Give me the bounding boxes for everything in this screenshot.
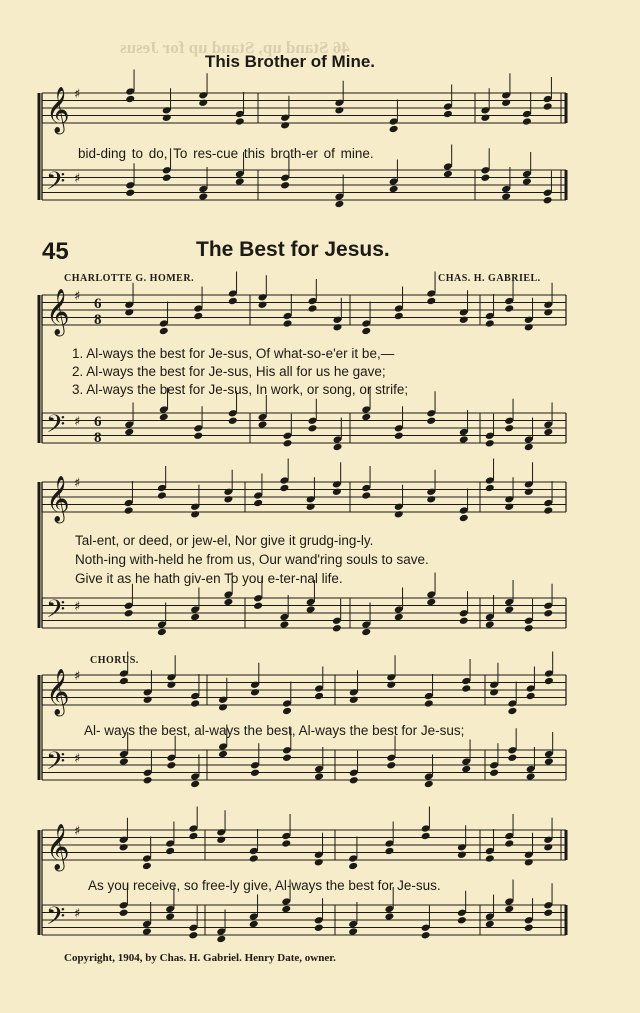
treble-note-2-head (279, 484, 289, 493)
treble-clef-4: 𝄞 (46, 824, 70, 870)
treble-note-0-head (501, 98, 511, 107)
bass-sharp-0: ♯ (74, 171, 81, 187)
bass-note-1-head (159, 413, 169, 422)
bass-sharp-2: ♯ (74, 599, 81, 615)
treble-note-2-head (124, 506, 134, 515)
treble-note-4-head (216, 835, 226, 844)
chorus-line-2: As you receive, so free-ly give, Al-ways the best for Je-sus. (88, 878, 441, 893)
treble-note-0-head (480, 113, 490, 122)
bass-note-0-head (334, 200, 344, 209)
treble-note-1-head (333, 323, 343, 332)
treble-note-2-head (157, 491, 167, 500)
treble-clef-2: 𝄞 (46, 476, 70, 522)
bass-note-4-head (188, 931, 198, 940)
bass-note-4-head (543, 908, 553, 917)
treble-note-0-head (389, 125, 399, 134)
treble-note-4-head (142, 862, 152, 871)
treble-note-0-head (443, 110, 453, 119)
verse-1-line-2: Tal-ent, or deed, or jew-el, Nor give it grudg-ing-ly. (75, 533, 374, 548)
treble-note-0-head (543, 102, 553, 111)
treble-note-3-head (190, 699, 200, 708)
treble-time-sig-top: 6 (94, 296, 102, 312)
treble-note-2-head (426, 495, 436, 504)
bass-sharp-1: ♯ (74, 414, 81, 430)
treble-note-3-head (282, 707, 292, 716)
lyricist: CHARLOTTE G. HOMER. (64, 273, 195, 284)
bass-time-sig-bottom: 8 (94, 430, 102, 446)
treble-note-2-head (190, 510, 200, 519)
bass-note-4-head (485, 920, 495, 929)
bass-note-1-head (193, 431, 203, 440)
bass-note-0-head (235, 177, 245, 186)
treble-note-2-head (504, 502, 514, 511)
bass-time-sig-top: 6 (94, 414, 102, 430)
treble-note-3-head (314, 692, 324, 701)
bass-clef-2: 𝄢 (46, 595, 66, 630)
treble-note-3-head (526, 692, 536, 701)
treble-clef-3: 𝄞 (46, 669, 70, 715)
bass-note-2-head (157, 628, 167, 637)
prev-hymn-title: This Brother of Mine. (205, 52, 375, 71)
treble-note-1-head (543, 308, 553, 317)
bass-note-4-head (119, 908, 129, 917)
bass-note-0-head (280, 181, 290, 190)
treble-note-4-head (119, 843, 129, 852)
bass-note-3-head (526, 772, 536, 781)
prev-hymn-lyric: bid-ding to do, To res-cue this broth-er of mine. (78, 146, 374, 161)
bass-note-3-head (166, 761, 176, 770)
chorus-label: CHORUS. (90, 655, 139, 666)
bass-note-1-head (308, 424, 318, 433)
treble-note-4-head (281, 839, 291, 848)
treble-note-2-head (394, 510, 404, 519)
bass-note-4-head (165, 912, 175, 921)
bass-note-0-head (543, 196, 553, 205)
bleed-through-title: 46 Stand up, Stand up for Jesus (120, 38, 350, 57)
treble-note-3-head (489, 688, 499, 697)
bass-note-3-head (314, 772, 324, 781)
hymn-title: The Best for Jesus. (196, 238, 390, 261)
treble-note-3-head (507, 707, 517, 716)
bass-note-2-head (332, 624, 342, 633)
treble-note-4-head (348, 862, 358, 871)
treble-note-3-head (166, 680, 176, 689)
treble-sharp-0: ♯ (74, 87, 81, 102)
bass-note-0-head (125, 188, 135, 197)
treble-note-0-head (280, 121, 290, 130)
treble-note-1-head (459, 315, 469, 324)
verse-1-line-1: 1. Al-ways the best for Je-sus, Of what-so-e'er it be,— (72, 346, 395, 361)
treble-note-3-head (544, 677, 554, 686)
bass-note-2-head (485, 620, 495, 629)
treble-clef-0: 𝄞 (46, 87, 70, 133)
bass-note-2-head (543, 609, 553, 618)
bass-note-1-head (361, 413, 371, 422)
verse-3-line-2: Give it as he hath giv-en To you e-ter-nal life. (75, 571, 343, 586)
bass-clef-4: 𝄢 (46, 902, 66, 937)
bass-note-3-head (507, 753, 517, 762)
bass-note-2-head (394, 613, 404, 622)
treble-sharp-4: ♯ (74, 824, 81, 839)
bass-sharp-4: ♯ (74, 906, 81, 922)
bass-note-3-head (119, 757, 129, 766)
bass-note-1-head (333, 443, 343, 452)
chorus-line-1: Al- ways the best, al-ways the best, Al-ways the best for Je-sus; (84, 723, 465, 738)
treble-note-0-head (235, 117, 245, 126)
bass-note-3-head (461, 765, 471, 774)
bass-note-3-head (250, 768, 260, 777)
verse-2-line-1: 2. Al-ways the best for Je-sus, His all for us he gave; (72, 364, 386, 379)
treble-note-1-head (308, 304, 318, 313)
treble-note-1-head (426, 297, 436, 306)
treble-clef-1: 𝄞 (46, 289, 70, 335)
treble-note-4-head (188, 832, 198, 841)
bass-note-3-head (386, 761, 396, 770)
bass-note-1-head (543, 428, 553, 437)
bass-note-2-head (504, 605, 514, 614)
bass-note-2-head (253, 601, 263, 610)
bass-note-4-head (142, 927, 152, 936)
treble-note-1-head (361, 327, 371, 336)
bass-note-3-head (143, 776, 153, 785)
treble-sharp-2: ♯ (74, 476, 81, 491)
bass-note-1-head (426, 416, 436, 425)
treble-note-4-head (504, 839, 514, 848)
bass-note-1-head (524, 443, 534, 452)
bass-note-0-head (198, 192, 208, 201)
treble-note-4-head (543, 843, 553, 852)
bass-note-0-head (389, 185, 399, 194)
bass-note-1-head (459, 435, 469, 444)
bass-note-4-head (314, 923, 324, 932)
bass-note-3-head (424, 780, 434, 789)
treble-note-2-head (543, 506, 553, 515)
bass-note-4-head (348, 927, 358, 936)
treble-note-3-head (349, 695, 359, 704)
bass-clef-3: 𝄢 (46, 747, 66, 782)
verse-3-line-1: 3. Al-ways the best for Je-sus, In work, or song, or strife; (72, 382, 409, 397)
bass-note-1-head (504, 424, 514, 433)
treble-note-3-head (386, 680, 396, 689)
bass-note-1-head (228, 416, 238, 425)
treble-time-sig-bottom: 8 (94, 312, 102, 328)
bass-note-1-head (283, 439, 293, 448)
treble-note-3-head (461, 684, 471, 693)
bass-sharp-3: ♯ (74, 751, 81, 767)
bass-note-2-head (279, 620, 289, 629)
treble-sharp-3: ♯ (74, 669, 81, 684)
bass-note-4-head (457, 916, 467, 925)
bass-note-2-head (190, 613, 200, 622)
bass-note-4-head (384, 912, 394, 921)
treble-note-1-head (159, 327, 169, 336)
bass-note-4-head (421, 931, 431, 940)
bass-note-3-head (349, 776, 359, 785)
treble-note-1-head (524, 323, 534, 332)
bass-note-3-head (544, 757, 554, 766)
treble-note-0-head (125, 95, 135, 104)
bass-note-1-head (485, 439, 495, 448)
treble-note-1-head (283, 319, 293, 328)
treble-note-2-head (485, 484, 495, 493)
bass-note-4-head (281, 905, 291, 914)
bass-note-2-head (426, 598, 436, 607)
bass-note-0-head (501, 192, 511, 201)
treble-note-1-head (193, 312, 203, 321)
bass-clef-1: 𝄢 (46, 410, 66, 445)
treble-note-1-head (394, 312, 404, 321)
bass-note-2-head (361, 628, 371, 637)
treble-note-4-head (384, 847, 394, 856)
treble-note-3-head (424, 699, 434, 708)
bass-note-0-head (162, 173, 172, 182)
treble-note-1-head (504, 304, 514, 313)
verse-2-line-2: Noth-ing with-held he from us, Our wand'ring souls to save. (75, 552, 429, 567)
treble-note-4-head (249, 854, 259, 863)
bass-note-0-head (480, 173, 490, 182)
treble-note-2-head (306, 502, 316, 511)
bass-note-0-head (522, 177, 532, 186)
treble-note-0-head (334, 106, 344, 115)
treble-note-4-head (485, 854, 495, 863)
treble-note-4-head (421, 832, 431, 841)
treble-note-1-head (485, 319, 495, 328)
treble-note-2-head (524, 487, 534, 496)
treble-note-4-head (165, 847, 175, 856)
treble-note-4-head (457, 850, 467, 859)
bass-note-4-head (216, 935, 226, 944)
bass-note-2-head (124, 609, 134, 618)
bass-note-2-head (459, 616, 469, 625)
bass-clef-0: 𝄢 (46, 167, 66, 202)
bass-note-2-head (524, 624, 534, 633)
composer: CHAS. H. GABRIEL. (438, 273, 541, 284)
bass-note-3-head (282, 753, 292, 762)
treble-note-1-head (124, 308, 134, 317)
copyright-line: Copyright, 1904, by Chas. H. Gabriel. Henry Date, owner. (64, 952, 336, 964)
treble-note-3-head (218, 703, 228, 712)
treble-note-0-head (198, 98, 208, 107)
treble-note-2-head (223, 495, 233, 504)
treble-note-4-head (314, 858, 324, 867)
treble-note-1-head (258, 300, 268, 309)
hymn-number: 45 (42, 238, 69, 265)
treble-sharp-1: ♯ (74, 289, 81, 304)
treble-note-2-head (459, 514, 469, 523)
treble-note-0-head (162, 113, 172, 122)
bass-note-0-head (443, 170, 453, 179)
treble-note-3-head (119, 677, 129, 686)
bass-note-3-head (489, 768, 499, 777)
treble-note-2-head (253, 499, 263, 508)
staves-group (39, 70, 566, 944)
treble-note-2-head (332, 487, 342, 496)
bass-note-1-head (124, 428, 134, 437)
bass-note-1-head (258, 420, 268, 429)
treble-note-1-head (228, 297, 238, 306)
bass-note-4-head (504, 905, 514, 914)
treble-note-2-head (361, 491, 371, 500)
bass-note-2-head (223, 598, 233, 607)
bass-note-4-head (524, 923, 534, 932)
bass-note-2-head (306, 605, 316, 614)
bass-note-3-head (190, 780, 200, 789)
bass-note-1-head (394, 431, 404, 440)
treble-note-3-head (250, 688, 260, 697)
bass-note-4-head (249, 920, 259, 929)
treble-note-3-head (143, 695, 153, 704)
treble-note-4-head (524, 858, 534, 867)
treble-note-0-head (522, 117, 532, 126)
bass-note-3-head (218, 750, 228, 759)
